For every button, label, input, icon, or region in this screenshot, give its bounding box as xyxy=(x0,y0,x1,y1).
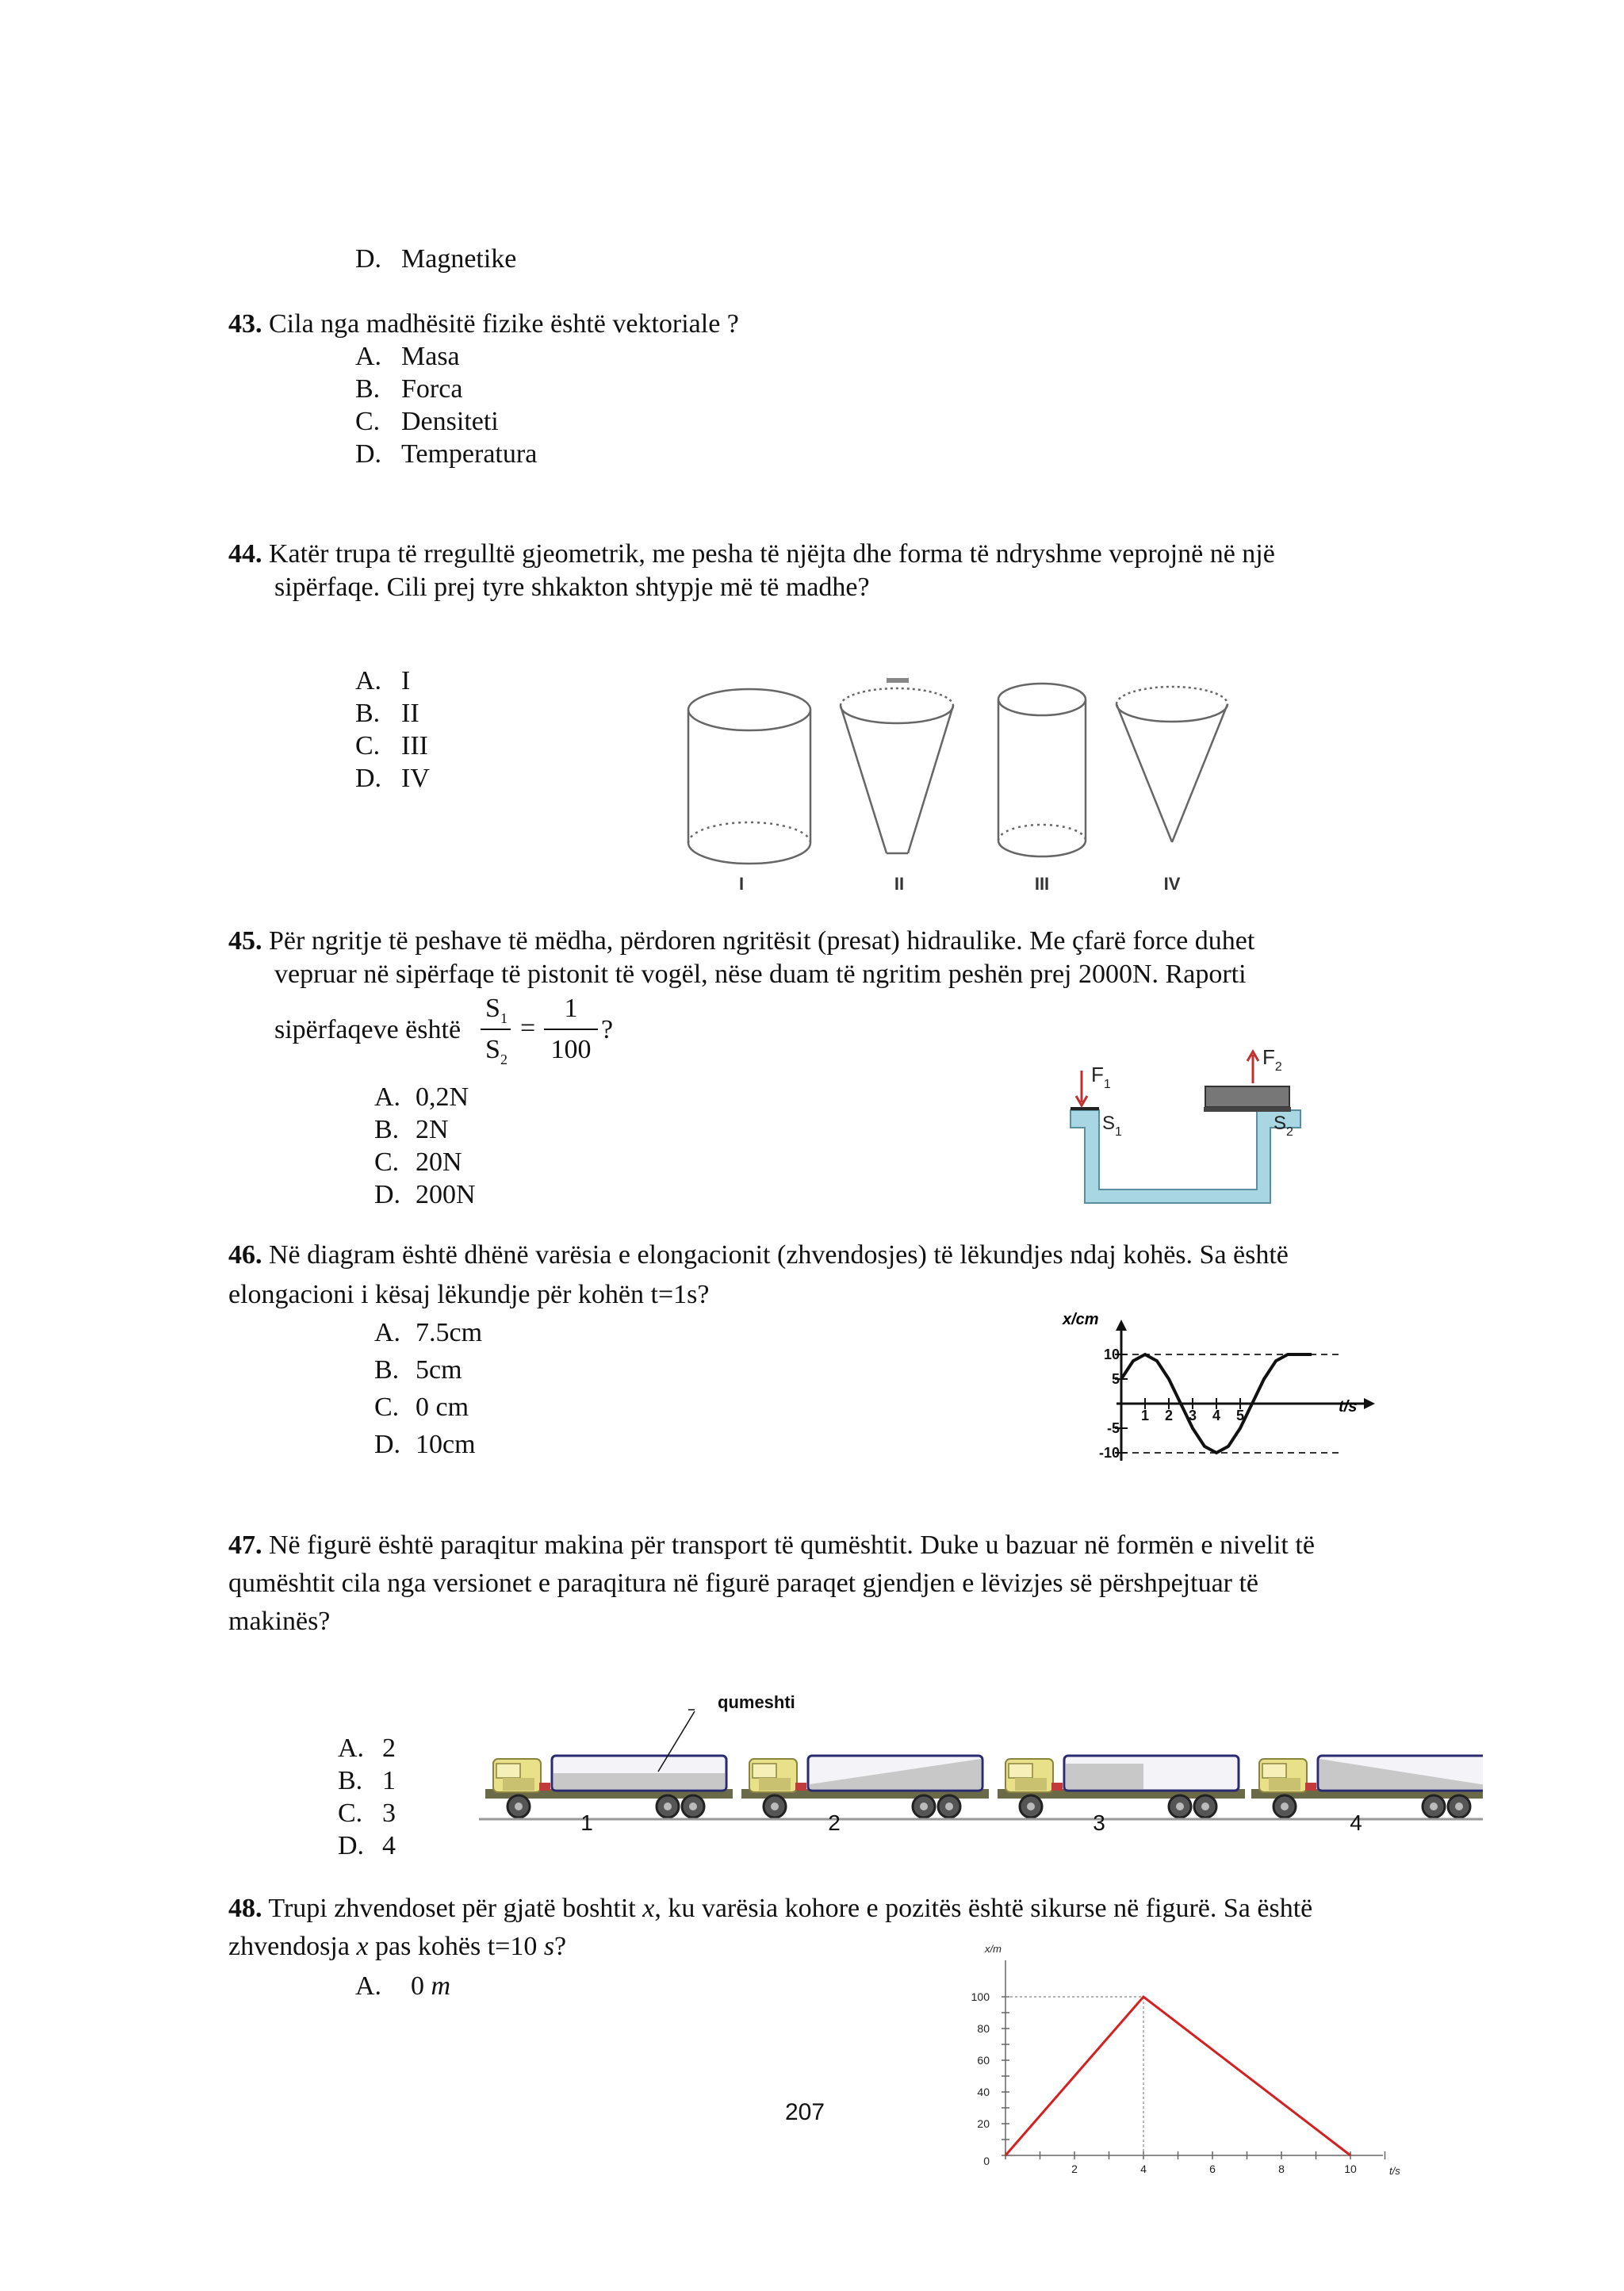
question-number: 45. xyxy=(228,926,262,956)
position-series-line xyxy=(1005,1997,1350,2155)
shape-label: I xyxy=(738,874,745,894)
shape-label: IV xyxy=(1163,874,1181,894)
option-text: 0 xyxy=(411,1971,431,2001)
x-tick-label: 4 xyxy=(1140,2163,1147,2175)
fraction-s2-denominator xyxy=(482,1034,511,1075)
q44-option-b xyxy=(355,697,419,730)
large-piston xyxy=(1204,1107,1291,1112)
q46-option-d xyxy=(374,1428,476,1462)
q46-option-c xyxy=(374,1391,469,1424)
option-text: 0 cm xyxy=(416,1393,469,1422)
question-text: Trupi zhvendoset për gjatë boshtit xyxy=(268,1894,643,1923)
chart-axes xyxy=(1002,1960,1385,2159)
q45-option-a xyxy=(374,1081,469,1114)
q45-option-c xyxy=(374,1146,462,1179)
option-letter: D. xyxy=(338,1831,365,1860)
equals-sign: = xyxy=(520,1013,536,1043)
svg-text:F2 xyxy=(1262,1045,1282,1074)
svg-text:F1 xyxy=(1091,1063,1111,1091)
s1-label: S xyxy=(1102,1113,1116,1134)
truck-3 xyxy=(991,1756,1250,1819)
q45-question-line1 xyxy=(228,925,1254,958)
shapes-figure xyxy=(674,666,1245,904)
x-tick-label: 2 xyxy=(1165,1408,1174,1423)
fraction-denominator: 100 xyxy=(550,1035,592,1064)
hydraulic-press-figure xyxy=(1063,1031,1308,1205)
question-text: , ku varësia kohore e pozitës është sikurse në figurë. Sa është xyxy=(654,1894,1313,1923)
milk-level xyxy=(1066,1764,1143,1789)
y-tick-label: 40 xyxy=(977,2086,990,2098)
q47-question-line2: qumështit cila nga versionet e paraqitura në figurë paraqet gjendjen e lëvizjes së përshpejtuar të xyxy=(228,1569,1259,1598)
truck-2 xyxy=(735,1756,994,1819)
q43-option-b xyxy=(355,373,462,406)
q43-option-d xyxy=(355,438,537,471)
q48-question-line2 xyxy=(228,1930,566,1963)
x-tick-label: 5 xyxy=(1236,1408,1245,1423)
option-letter: C. xyxy=(355,731,381,760)
option-letter: B. xyxy=(355,374,381,404)
svg-text:S1 xyxy=(1102,1113,1122,1139)
option-letter: D. xyxy=(355,244,382,274)
question-text: pas kohës t=10 xyxy=(368,1932,544,1961)
option-letter: C. xyxy=(355,407,381,436)
option-text: 7.5cm xyxy=(416,1318,483,1347)
q47-option-d xyxy=(338,1829,396,1863)
q45-question-line3: sipërfaqeve është xyxy=(274,1015,462,1044)
y-tick-label: 20 xyxy=(977,2117,990,2130)
q43-question xyxy=(228,308,739,341)
option-text: III xyxy=(401,731,428,760)
truck-label: 2 xyxy=(828,1810,841,1835)
option-letter: B. xyxy=(338,1766,363,1795)
q46-option-b xyxy=(374,1354,462,1387)
unit-s: s xyxy=(543,1932,555,1961)
question-mark: ? xyxy=(601,1015,614,1044)
fraction-bar xyxy=(544,1029,598,1030)
question-text: zhvendosja xyxy=(228,1932,357,1961)
x-tick-label: 1 xyxy=(1141,1408,1150,1423)
option-unit: m xyxy=(431,1971,451,2001)
x-tick-label: 3 xyxy=(1189,1408,1197,1423)
option-letter: C. xyxy=(338,1799,363,1828)
q44-question-line1 xyxy=(228,538,1275,571)
option-text: 3 xyxy=(382,1799,396,1828)
option-letter: C. xyxy=(374,1393,400,1422)
option-text: II xyxy=(401,699,419,728)
option-text: Densiteti xyxy=(401,407,499,436)
s2-subscript: 2 xyxy=(1286,1125,1293,1139)
milk-trucks-figure xyxy=(476,1689,1483,1840)
option-letter: A. xyxy=(355,666,382,695)
shape-label: II xyxy=(894,874,905,894)
option-letter: B. xyxy=(374,1355,400,1385)
q44-option-c xyxy=(355,730,428,763)
question-number: 46. xyxy=(228,1240,262,1270)
cylinder-narrow-top xyxy=(998,684,1086,715)
s2-label: S xyxy=(1274,1113,1287,1134)
q43-option-c xyxy=(355,405,499,439)
x-axis-arrow xyxy=(1364,1398,1375,1409)
option-text: Magnetike xyxy=(401,244,517,274)
option-text: 2N xyxy=(416,1115,449,1144)
option-letter: A. xyxy=(355,342,382,371)
option-letter: B. xyxy=(355,699,381,728)
option-letter: A. xyxy=(374,1082,401,1112)
f1-subscript: 1 xyxy=(1103,1078,1111,1091)
truck-label: 4 xyxy=(1350,1810,1362,1835)
x-tick-label: 6 xyxy=(1209,2163,1216,2175)
y-axis-arrow xyxy=(1116,1320,1127,1331)
q44-option-a xyxy=(355,665,410,698)
y-axis-label: x/m xyxy=(985,1943,1002,1955)
truck-label: 3 xyxy=(1093,1810,1105,1835)
option-letter: A. xyxy=(374,1318,401,1347)
option-text: Masa xyxy=(401,342,460,371)
option-text: 5cm xyxy=(416,1355,462,1385)
q42-option-d xyxy=(355,243,516,276)
q47-option-b xyxy=(338,1764,396,1798)
q47-question-line1 xyxy=(228,1529,1315,1562)
option-letter: C. xyxy=(374,1147,400,1177)
option-text: 4 xyxy=(382,1831,396,1860)
fraction-bar xyxy=(481,1029,511,1030)
q43-option-a xyxy=(355,340,460,374)
option-letter: D. xyxy=(355,764,382,793)
f1-label: F xyxy=(1091,1063,1104,1086)
q45-question-line2: vepruar në sipërfaqe të pistonit të vogël, nëse duam të ngritim peshën prej 2000N. Raporti xyxy=(274,960,1247,989)
y-tick-label: 0 xyxy=(983,2155,990,2167)
question-text: Për ngritje të peshave të mëdha, përdoren ngritësit (presat) hidraulike. Me çfarë force duhet xyxy=(269,926,1255,956)
load-block xyxy=(1205,1086,1289,1107)
y-tick-label: 60 xyxy=(977,2054,990,2067)
q45-option-d xyxy=(374,1178,476,1212)
x-tick-label: 10 xyxy=(1344,2163,1357,2175)
q44-question-line2: sipërfaqe. Cili prej tyre shkakton shtypje më të madhe? xyxy=(274,573,870,602)
option-letter: B. xyxy=(374,1115,400,1144)
question-number: 44. xyxy=(228,539,262,569)
x-axis-label: t/s xyxy=(1389,2165,1400,2177)
s-symbol: S xyxy=(485,994,500,1023)
question-number: 47. xyxy=(228,1531,262,1560)
s1-subscript: 1 xyxy=(1115,1125,1122,1139)
position-time-chart xyxy=(948,1937,1424,2184)
s-symbol: S xyxy=(485,1035,500,1064)
y-tick-label: 80 xyxy=(977,2022,990,2035)
y-tick-labels xyxy=(971,1990,990,2167)
option-text: 20N xyxy=(416,1147,462,1177)
q46-option-a xyxy=(374,1316,482,1350)
y-tick-label: 10 xyxy=(1103,1347,1120,1362)
shape-label: III xyxy=(1034,874,1050,894)
option-text: 1 xyxy=(382,1766,396,1795)
milk-level xyxy=(553,1773,725,1789)
y-tick-label: -10 xyxy=(1098,1445,1120,1461)
option-text: IV xyxy=(401,764,430,793)
milk-label: qumeshti xyxy=(718,1692,795,1712)
option-text: Forca xyxy=(401,374,463,404)
option-text: 2 xyxy=(382,1734,396,1763)
question-text: Në figurë është paraqitur makina për transport të qumështit. Duke u bazuar në formën e nivelit të xyxy=(269,1531,1315,1560)
q46-question-line2: elongacioni i kësaj lëkundje për kohën t=1s? xyxy=(228,1280,710,1309)
y-tick-label: 5 xyxy=(1111,1371,1120,1387)
fraction-numerator: 1 xyxy=(564,994,578,1023)
variable-x: x xyxy=(356,1932,369,1961)
option-text: 10cm xyxy=(416,1430,476,1459)
f2-label: F xyxy=(1262,1045,1275,1069)
y-axis-label: x/cm xyxy=(1063,1311,1099,1328)
question-number: 48. xyxy=(228,1894,262,1923)
question-text: ? xyxy=(554,1932,567,1961)
q45-option-b xyxy=(374,1113,449,1147)
page-number: 207 xyxy=(785,2099,825,2125)
option-letter: A. xyxy=(355,1971,382,2001)
oscillation-chart xyxy=(1055,1305,1388,1464)
chart-axes xyxy=(1116,1320,1375,1461)
q47-option-c xyxy=(338,1797,396,1830)
truck-label: 1 xyxy=(580,1810,593,1835)
variable-x: x xyxy=(642,1894,655,1923)
q48-option-a xyxy=(355,1970,450,2003)
option-text: I xyxy=(401,666,411,695)
x-tick-label: 4 xyxy=(1212,1408,1221,1423)
question-number: 43. xyxy=(228,309,262,339)
question-text: Katër trupa të rregulltë gjeometrik, me pesha të njëjta dhe forma të ndryshme veprojnë në një xyxy=(269,539,1275,569)
truck-1 xyxy=(479,1756,737,1819)
subscript: 2 xyxy=(500,1051,508,1067)
option-text: 0,2N xyxy=(416,1082,469,1112)
x-tick-labels xyxy=(1071,2163,1357,2175)
x-tick-label: 2 xyxy=(1071,2163,1078,2175)
q46-question-line1 xyxy=(228,1239,1289,1272)
cone-top xyxy=(1116,704,1228,722)
option-text: Temperatura xyxy=(401,439,538,469)
option-letter: D. xyxy=(374,1180,401,1209)
x-tick-labels xyxy=(1141,1398,1244,1423)
truck-4 xyxy=(1245,1756,1483,1819)
subscript: 1 xyxy=(500,1009,508,1026)
question-text: Cila nga madhësitë fizike është vektoriale ? xyxy=(269,309,739,339)
x-axis-label: t/s xyxy=(1339,1398,1358,1416)
y-tick-label: 100 xyxy=(971,1990,990,2003)
q44-option-d xyxy=(355,762,430,795)
option-letter: D. xyxy=(355,439,382,469)
option-letter: D. xyxy=(374,1430,401,1459)
q47-option-a xyxy=(338,1732,396,1765)
f2-subscript: 2 xyxy=(1274,1060,1282,1074)
q48-question-line1 xyxy=(228,1892,1312,1925)
cylinder-wide-top xyxy=(688,689,810,730)
option-text: 200N xyxy=(416,1180,476,1209)
cylinder-wide-bottom xyxy=(688,843,810,864)
option-letter: A. xyxy=(338,1734,365,1763)
question-text: Në diagram është dhënë varësia e elongacionit (zhvendosjes) të lëkundjes ndaj kohës. Sa është xyxy=(269,1240,1289,1270)
frustum-top xyxy=(841,706,953,723)
x-tick-label: 8 xyxy=(1278,2163,1285,2175)
y-tick-label: -5 xyxy=(1106,1420,1120,1436)
q47-question-line3: makinës? xyxy=(228,1607,331,1636)
